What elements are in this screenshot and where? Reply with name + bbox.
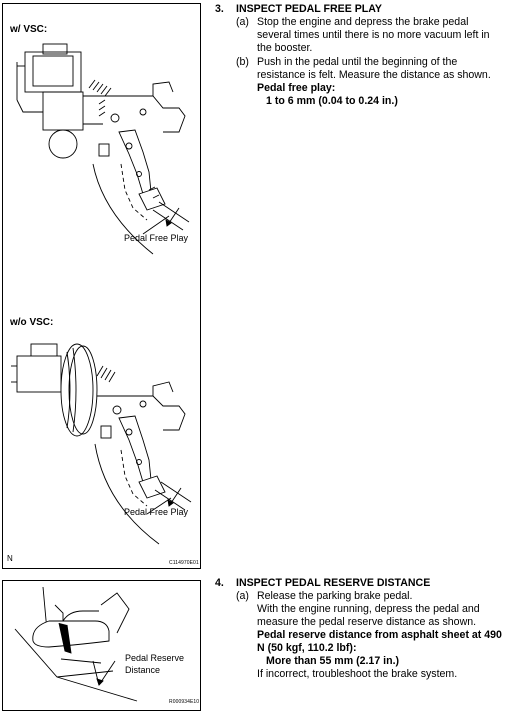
w-vsc-label: w/ VSC: <box>10 24 48 35</box>
spec-value: More than 55 mm (2.17 in.) <box>266 655 400 667</box>
substep-a-line3: measure the pedal reserve distance as shown. <box>257 616 477 628</box>
substep-a-line2: With the engine running, depress the pedal and <box>257 603 480 615</box>
substep-marker: (a) <box>236 590 249 602</box>
step-title: INSPECT PEDAL RESERVE DISTANCE <box>236 577 431 589</box>
pedal-reserve-distance-figure <box>2 580 201 711</box>
substep-marker: (b) <box>236 56 249 68</box>
north-mark: N <box>7 554 13 563</box>
pedal-reserve-callout-line1: Pedal Reserve <box>125 653 185 663</box>
substep-b-line1: Push in the pedal until the beginning of the <box>257 56 458 68</box>
wo-vsc-label: w/o VSC: <box>10 317 54 328</box>
step-number: 4. <box>215 577 224 589</box>
substep-a-line1: Release the parking brake pedal. <box>257 590 413 602</box>
spec-label: Pedal free play: <box>257 82 336 94</box>
step-4-section <box>215 577 515 687</box>
substep-a-line2: several times until there is no more vacuum left in <box>257 29 490 41</box>
pedal-free-play-callout-no-vsc: Pedal Free Play <box>124 507 189 517</box>
troubleshoot-note: If incorrect, troubleshoot the brake system. <box>257 668 458 680</box>
step-title: INSPECT PEDAL FREE PLAY <box>236 3 382 15</box>
spec-line2: N (50 kgf, 110.2 lbf): <box>257 642 357 654</box>
pedal-free-play-callout-vsc: Pedal Free Play <box>124 233 189 243</box>
substep-a-line1: Stop the engine and depress the brake pedal <box>257 16 469 28</box>
substep-marker: (a) <box>236 16 249 28</box>
figure-code: C114970E01 <box>169 560 199 566</box>
pedal-free-play-drawing <box>3 4 200 568</box>
step-3-section <box>215 3 515 113</box>
spec-value: 1 to 6 mm (0.04 to 0.24 in.) <box>266 95 398 107</box>
step-number: 3. <box>215 3 224 15</box>
substep-b-line2: resistance is felt. Measure the distance as shown. <box>257 69 491 81</box>
pedal-reserve-callout-line2: Distance <box>125 665 161 675</box>
pedal-free-play-figure <box>2 3 201 569</box>
figure-code: R000934E10 <box>169 699 200 705</box>
substep-a-line3: the booster. <box>257 42 313 54</box>
pedal-reserve-distance-drawing <box>3 581 200 710</box>
spec-line1: Pedal reserve distance from asphalt sheet at 490 <box>257 629 502 641</box>
